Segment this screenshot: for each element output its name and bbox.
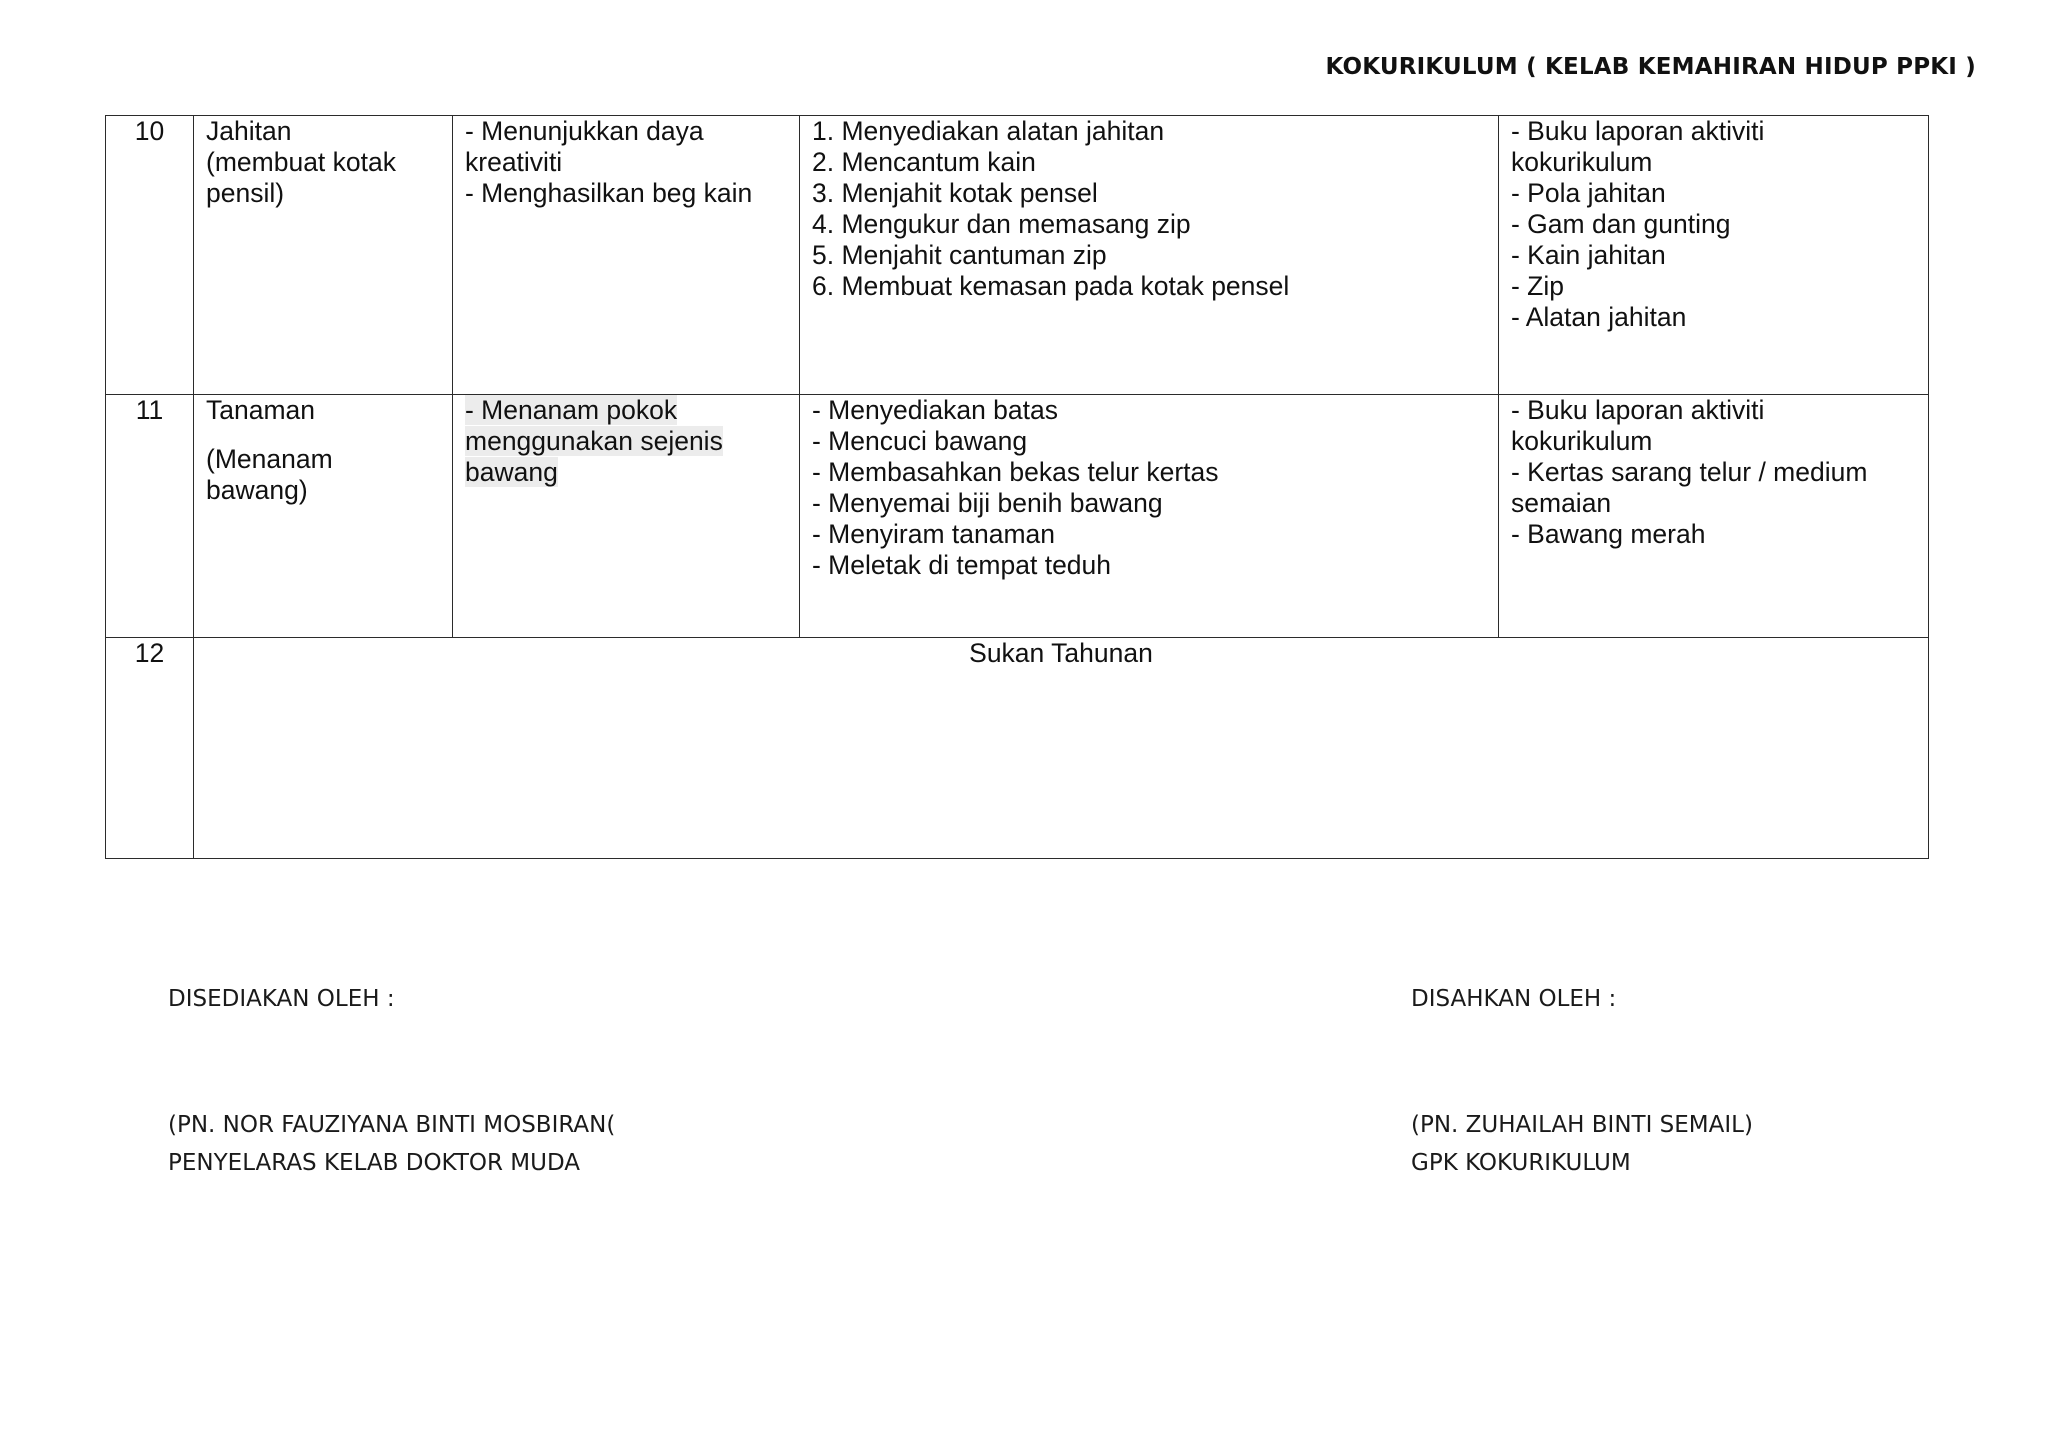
activity-line: bawang) [206, 475, 308, 505]
step-line: - Mencuci bawang [812, 426, 1028, 456]
step-line: - Menyiram tanaman [812, 519, 1056, 549]
approved-by-name: (PN. ZUHAILAH BINTI SEMAIL) [1411, 1112, 1753, 1138]
objective-line [465, 395, 787, 426]
highlighted-text: - Menanam pokok [465, 395, 678, 425]
prepared-by-position: PENYELARAS KELAB DOKTOR MUDA [168, 1150, 581, 1176]
step-line: 2. Mencantum kain [812, 147, 1036, 177]
document-header: KOKURIKULUM ( KELAB KEMAHIRAN HIDUP PPKI ) [1325, 54, 1976, 80]
event-cell: Sukan Tahunan [194, 638, 1929, 859]
resource-line: kokurikulum [1511, 426, 1653, 456]
approved-by-label: DISAHKAN OLEH : [1411, 986, 1617, 1012]
resource-line: semaian [1511, 488, 1612, 518]
resource-line: - Kertas sarang telur / medium [1511, 457, 1868, 487]
objective-line [465, 457, 787, 488]
resource-line: kokurikulum [1511, 147, 1653, 177]
resource-line: - Gam dan gunting [1511, 209, 1731, 239]
table-row [106, 395, 1929, 638]
resource-line: - Bawang merah [1511, 519, 1706, 549]
week-number: 10 [106, 116, 194, 395]
activity-line: Tanaman [206, 395, 316, 425]
step-line: 4. Mengukur dan memasang zip [812, 209, 1191, 239]
objective-line: - Menghasilkan beg kain [465, 178, 753, 208]
step-line: 3. Menjahit kotak pensel [812, 178, 1098, 208]
highlighted-text: menggunakan sejenis [465, 426, 723, 456]
resource-line: - Buku laporan aktiviti [1511, 116, 1765, 146]
objective-line [465, 426, 787, 457]
resource-line: - Alatan jahitan [1511, 302, 1687, 332]
prepared-by-label: DISEDIAKAN OLEH : [168, 986, 395, 1012]
table-row [106, 638, 1929, 859]
resource-line: - Buku laporan aktiviti [1511, 395, 1765, 425]
approved-by-position: GPK KOKURIKULUM [1411, 1150, 1631, 1176]
resources-cell [1499, 395, 1929, 638]
activity-line: Jahitan [206, 116, 292, 146]
highlighted-text: bawang [465, 457, 558, 487]
activity-line: pensil) [206, 178, 285, 208]
step-line: - Menyediakan batas [812, 395, 1059, 425]
resource-line: - Zip [1511, 271, 1564, 301]
activity-line: (membuat kotak [206, 147, 396, 177]
resource-line: - Pola jahitan [1511, 178, 1666, 208]
approved-by-block [1411, 980, 1753, 1182]
objective-line: - Menunjukkan daya [465, 116, 704, 146]
step-line: - Meletak di tempat teduh [812, 550, 1112, 580]
prepared-by-name: (PN. NOR FAUZIYANA BINTI MOSBIRAN( [168, 1112, 616, 1138]
activity-line: (Menanam [206, 444, 333, 474]
step-line: 1. Menyediakan alatan jahitan [812, 116, 1165, 146]
step-line: 5. Menjahit cantuman zip [812, 240, 1107, 270]
step-line: 6. Membuat kemasan pada kotak pensel [812, 271, 1290, 301]
resources-cell [1499, 116, 1929, 395]
step-line: - Menyemai biji benih bawang [812, 488, 1163, 518]
objectives-cell [453, 395, 800, 638]
steps-cell [800, 116, 1499, 395]
activity-cell [194, 395, 453, 638]
step-line: - Membasahkan bekas telur kertas [812, 457, 1219, 487]
activity-table [105, 115, 1929, 859]
steps-cell [800, 395, 1499, 638]
objectives-cell [453, 116, 800, 395]
week-number: 12 [106, 638, 194, 859]
prepared-by-block [168, 980, 615, 1182]
objective-line: kreativiti [465, 147, 563, 177]
week-number: 11 [106, 395, 194, 638]
resource-line: - Kain jahitan [1511, 240, 1666, 270]
activity-cell [194, 116, 453, 395]
table-row [106, 116, 1929, 395]
